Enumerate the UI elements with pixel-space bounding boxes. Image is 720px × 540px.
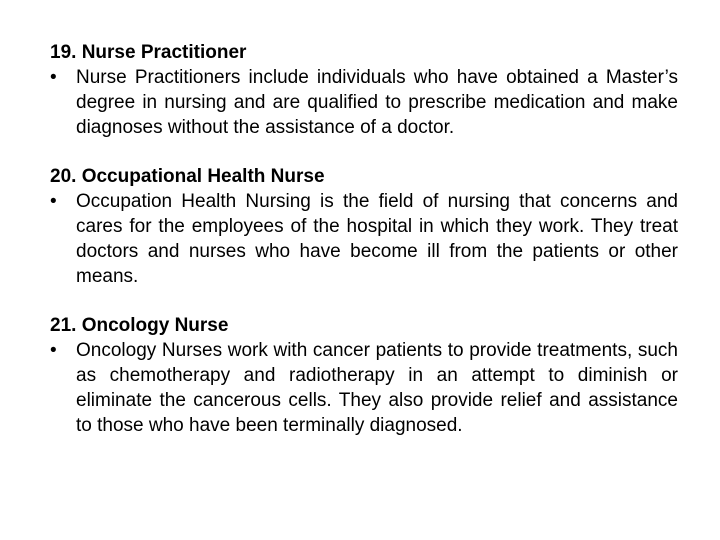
- bullet-icon: •: [50, 340, 57, 361]
- section-title: 20. Occupational Health Nurse: [50, 166, 325, 187]
- section-oncology-nurse: [50, 313, 678, 438]
- section-occupational-health-nurse: [50, 164, 678, 289]
- bullet-item: [50, 189, 678, 289]
- section-title: 21. Oncology Nurse: [50, 315, 229, 336]
- bullet-item: [50, 65, 678, 140]
- section-nurse-practitioner: [50, 40, 678, 140]
- bullet-icon: •: [50, 191, 57, 212]
- bullet-text: Nurse Practitioners include individuals who have obtained a Master’s degree in nursing and are qualified to prescribe medication and make diagnoses without the assistance of a doctor.: [76, 67, 678, 138]
- bullet-text: Occupation Health Nursing is the field of nursing that concerns and cares for the employees of the hospital in which they work. They treat doctors and nurses who have become ill from the patients or other means.: [76, 191, 678, 287]
- section-title: 19. Nurse Practitioner: [50, 42, 247, 63]
- bullet-item: [50, 338, 678, 438]
- bullet-text: Oncology Nurses work with cancer patients to provide treatments, such as chemotherapy and radiotherapy in an attempt to diminish or eliminate the cancerous cells. They also provide relief and assistance to those who have been terminally diagnosed.: [76, 340, 678, 436]
- bullet-icon: •: [50, 67, 57, 88]
- slide-content: [50, 40, 678, 462]
